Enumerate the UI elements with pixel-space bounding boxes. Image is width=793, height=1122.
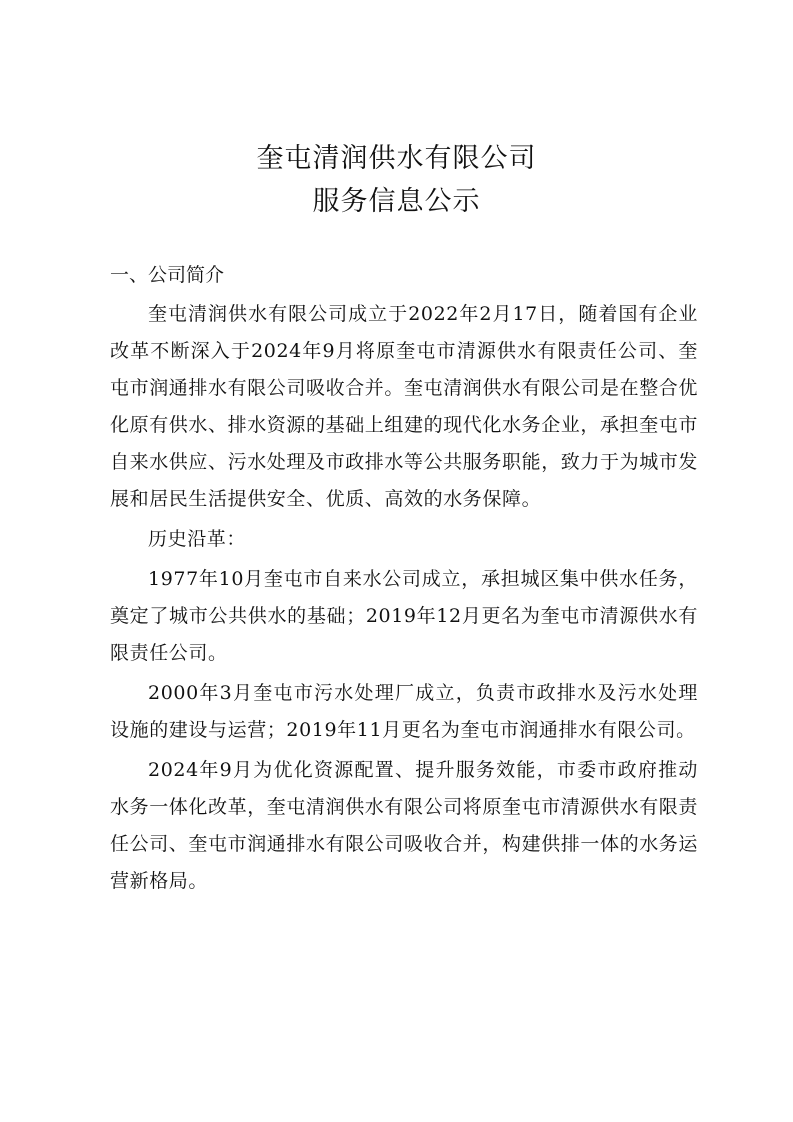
paragraph-history-2024: 2024年9月为优化资源配置、提升服务效能，市委市政府推动水务一体化改革，奎屯清润供水有限公司将原奎屯市清源供水有限责任公司、奎屯市润通排水有限公司吸收合并，构建供排一体的水务运营新格局。 xyxy=(110,759,699,892)
document-body xyxy=(110,257,698,903)
document-title: 奎屯清润供水有限公司 xyxy=(256,143,537,174)
document-subtitle: 服务信息公示 xyxy=(312,186,481,217)
paragraph-history-2000: 2000年3月奎屯市污水处理厂成立，负责市政排水及污水处理设施的建设与运营；2019年11月更名为奎屯市润通排水有限公司。 xyxy=(110,682,698,741)
paragraph-history-label: 历史沿革： xyxy=(148,528,247,550)
section-heading-company-intro: 一、公司简介 xyxy=(110,264,225,286)
paragraph-history-1977: 1977年10月奎屯市自来水公司成立，承担城区集中供水任务，奠定了城市公共供水的基础；2019年12月更名为奎屯市清源供水有限责任公司。 xyxy=(110,568,698,664)
paragraph-company-overview: 奎屯清润供水有限公司成立于2022年2月17日，随着国有企业改革不断深入于2024年9月将原奎屯市清源供水有限责任公司、奎屯市润通排水有限公司吸收合并。奎屯清润供水有限公司是在整合优化原有供水、排水资源的基础上组建的现代化水务企业，承担奎屯市自来水供应、污水处理及市政排水等公共服务职能，致力于为城市发展和居民生活提供安全、优质、高效的水务保障。 xyxy=(110,303,699,510)
